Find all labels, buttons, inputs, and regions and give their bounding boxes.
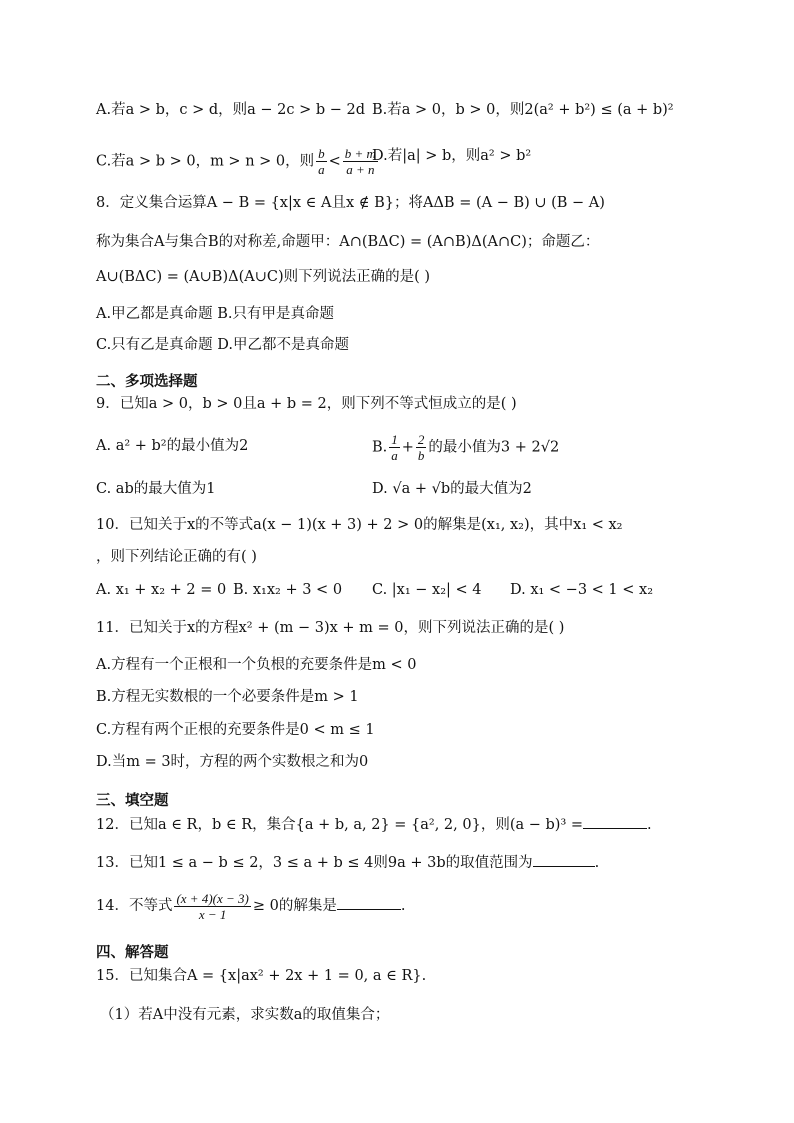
frac-den: x − 1	[198, 906, 227, 922]
frac-num: 1	[391, 432, 398, 447]
q7-option-c-frac1	[316, 146, 327, 177]
q9-option-a: A. a² + b²的最小值为2	[96, 438, 249, 454]
q7-option-c: C.若a > b > 0，m > n > 0，则 $\frac{b}{a}$ < $\frac{b + m}{a + n}$	[96, 146, 376, 177]
frac-num: b	[318, 146, 325, 161]
frac-den: b	[417, 448, 425, 463]
q9-option-b-text: 的最小值为3 + 2√2	[428, 439, 560, 456]
q9-option-c: C. ab的最大值为1	[96, 481, 216, 497]
q9-stem: 9．已知a > 0，b > 0且a + b = 2，则下列不等式恒成立的是( )	[96, 396, 517, 412]
answer-blank[interactable]	[533, 852, 595, 867]
answer-blank[interactable]	[337, 895, 401, 910]
period: .	[647, 817, 652, 833]
q15-stem: 15．已知集合A = {x|ax² + 2x + 1 = 0, a ∈ R}.	[96, 968, 427, 984]
frac-den: a + n	[346, 162, 375, 177]
q10-option-a: A. x₁ + x₂ + 2 = 0	[96, 582, 227, 598]
frac-num: (x + 4)(x − 3)	[176, 890, 249, 906]
q9-option-b-label: B.	[372, 439, 388, 456]
q7-option-c-text: C.若a > b > 0，m > n > 0，则	[96, 153, 315, 170]
q15-sub1: （1）若A中没有元素，求实数a的取值集合；	[100, 1007, 390, 1023]
q7-option-b: B.若a > 0，b > 0，则2(a² + b²) ≤ (a + b)²	[372, 102, 674, 118]
q8-stem-line3: A∪(BΔC) = (A∪B)Δ(A∪C)则下列说法正确的是( )	[96, 269, 431, 285]
q11-stem: 11．已知关于x的方程x² + (m − 3)x + m = 0，则下列说法正确的是( )	[96, 620, 565, 636]
section-heading-fill-in: 三、填空题	[96, 793, 169, 809]
q7-option-a: A.若a > b，c > d，则a − 2c > b − 2d	[96, 102, 366, 118]
q8-stem-line2: 称为集合A与集合B的对称差,命题甲：A∩(BΔC) = (A∩B)Δ(A∩C)；命题乙：	[96, 234, 600, 250]
frac-num: 2	[417, 432, 425, 447]
period: .	[594, 855, 600, 871]
q13	[96, 852, 599, 873]
q11-option-a: A.方程有一个正根和一个负根的充要条件是m < 0	[96, 657, 417, 673]
q9-option-b-frac1	[389, 432, 400, 463]
q12	[96, 814, 652, 835]
q10-stem-continued: ，则下列结论正确的有( )	[96, 549, 257, 565]
section-heading-multiple-choice: 二、多项选择题	[96, 374, 198, 390]
frac-den: a	[391, 448, 398, 463]
frac-num: b + m	[344, 146, 376, 161]
q8-stem-line1: 8．定义集合运算A − B = {x|x ∈ A且x ∉ B}；将AΔB = (A − B) ∪ (B − A)	[96, 195, 605, 211]
q10-stem: 10．已知关于x的不等式a(x − 1)(x + 3) + 2 > 0的解集是(x₁, x₂)，其中x₁ < x₂	[96, 517, 623, 533]
q9-option-d: D. √a + √b的最大值为2	[372, 481, 532, 497]
q12-text: 12．已知a ∈ R，b ∈ R，集合{a + b, a, 2} = {a², 2, 0}，则(a − b)³ =	[96, 817, 584, 833]
q10-option-d: D. x₁ < −3 < 1 < x₂	[510, 582, 654, 598]
section-heading-solution: 四、解答题	[96, 945, 169, 961]
q7-option-d: D.若|a| > b，则a² > b²	[372, 148, 532, 164]
q11-option-d: D.当m = 3时，方程的两个实数根之和为0	[96, 754, 369, 770]
answer-blank[interactable]	[583, 814, 647, 829]
q10-option-b: B. x₁x₂ + 3 < 0	[233, 582, 343, 598]
q9-option-b: B. $\frac{1}{a}$ + $\frac{2}{b}$ 的最小值为3 + 2√2	[372, 432, 560, 463]
q8-options-ab: A.甲乙都是真命题 B.只有甲是真命题	[96, 306, 334, 322]
q14-text-suffix: ≥ 0的解集是	[252, 898, 337, 914]
q11-option-b: B.方程无实数根的一个必要条件是m > 1	[96, 689, 359, 705]
q11-option-c: C.方程有两个正根的充要条件是0 < m ≤ 1	[96, 722, 375, 738]
q14-text: 14．不等式	[96, 898, 173, 914]
frac-den: a	[318, 162, 325, 177]
q8-options-cd: C.只有乙是真命题 D.甲乙都不是真命题	[96, 337, 350, 353]
q14-frac	[174, 891, 250, 922]
period: .	[400, 898, 406, 914]
q13-text: 13．已知1 ≤ a − b ≤ 2，3 ≤ a + b ≤ 4则9a + 3b的取值范围为	[96, 855, 533, 871]
q14	[96, 890, 405, 922]
q10-option-c: C. |x₁ − x₂| < 4	[372, 582, 482, 598]
q9-option-b-frac2	[416, 432, 427, 463]
